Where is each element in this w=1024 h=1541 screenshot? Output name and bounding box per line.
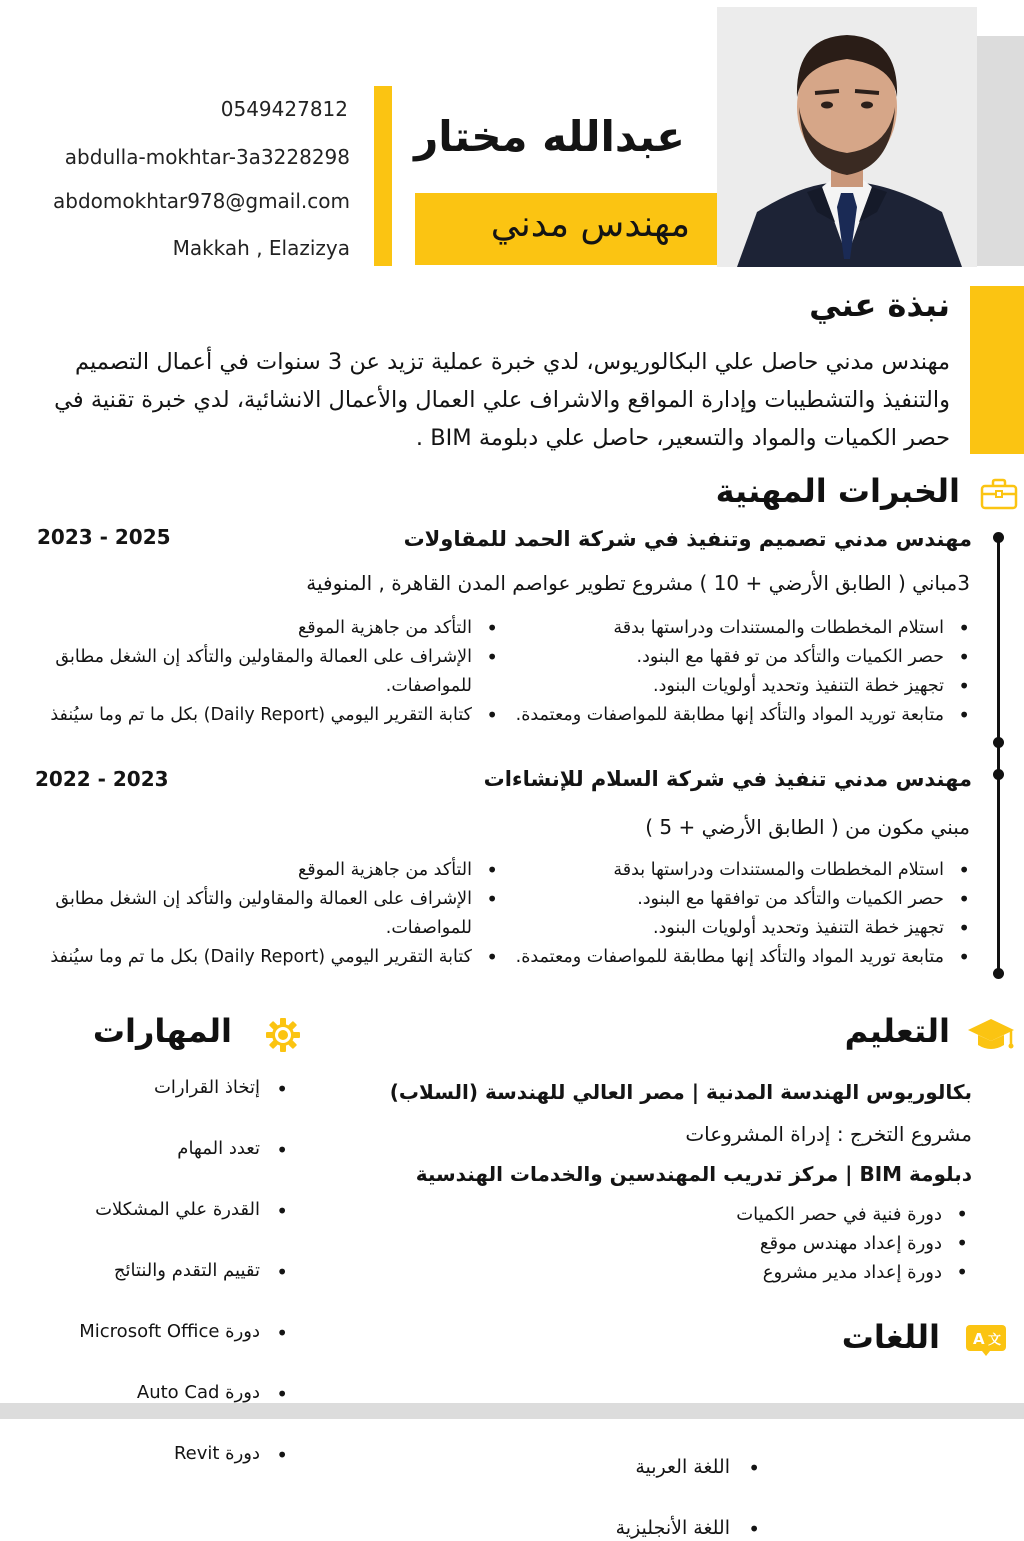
linkedin-handle[interactable]: abdulla-mokhtar-3a3228298 (64, 145, 350, 169)
candidate-name: عبدالله مختار (414, 112, 685, 161)
job-1-date: 2023 - 2025 (37, 525, 171, 549)
job-2-list-right (510, 856, 972, 972)
experience-heading: الخبرات المهنية (715, 472, 960, 510)
job-title: مهندس مدني (490, 204, 690, 245)
list-item: • متابعة توريد المواد والتأكد إنها مطابقة للمواصفات ومعتمدة. (510, 701, 972, 730)
education-heading: التعليم (844, 1012, 950, 1050)
about-accent-bar (970, 286, 1024, 454)
timeline-line (997, 538, 1000, 978)
education-degree: بكالوريوس الهندسة المدنية | مصر العالي للهندسة (السلاب) (389, 1080, 972, 1104)
list-item: • استلام المخططات والمستندات ودراستها بدقة (510, 614, 972, 643)
list-item: • استلام المخططات والمستندات ودراستها بدقة (510, 856, 972, 885)
svg-text:A: A (973, 1330, 985, 1348)
list-item: • التأكد من جاهزية الموقع (30, 614, 500, 643)
email-address[interactable]: abdomokhtar978@gmail.com (53, 189, 350, 213)
header-accent-bar (374, 86, 392, 266)
list-item: • كتابة التقرير اليومي (Daily Report) بكل ما تم وما سيُنفذ (30, 943, 500, 972)
footer-bar (0, 1403, 1024, 1419)
graduation-cap-icon (966, 1015, 1016, 1055)
job-2-description: مبني مكون من ( الطابق الأرضي + 5 ) (645, 815, 970, 839)
education-project: مشروع التخرج : إدراة المشروعات (685, 1122, 972, 1146)
skill-item: • تعدد المهام (20, 1138, 290, 1159)
about-text: مهندس مدني حاصل علي البكالوريوس، لدي خبرة عملية تزيد عن 3 سنوات في أعمال التصميم والتنفيذ والتشطيبات وإدارة المواقع والاشراف علي العمال والأعمال الانشائية، لدي خبرة تقنية في حصر الكميات والمواد والتسعير، حاصل علي دبلومة BIM . (54, 349, 950, 451)
skill-item: • القدرة علي المشكلات (20, 1199, 290, 1220)
job-2-title: مهندس مدني تنفيذ في شركة السلام للإنشاءات (483, 767, 972, 791)
profile-photo (717, 7, 977, 267)
skills-heading: المهارات (92, 1012, 232, 1050)
header-gray-block (975, 36, 1024, 266)
skill-item: • إتخاذ القرارات (20, 1077, 290, 1098)
courses-list (560, 1200, 970, 1287)
about-heading: نبذة عني (809, 286, 950, 324)
language-item: • اللغة الأنجليزية (520, 1517, 762, 1539)
list-item: • تجهيز خطة التنفيذ وتحديد أولويات البنود. (510, 914, 972, 943)
phone-number[interactable]: 0549427812 (220, 97, 348, 121)
job-2-date: 2022 - 2023 (35, 767, 169, 791)
languages-heading: اللغات (841, 1318, 940, 1356)
list-item: • التأكد من جاهزية الموقع (30, 856, 500, 885)
list-item: • حصر الكميات والتأكد من توافقها مع البنود. (510, 885, 972, 914)
briefcase-icon (980, 477, 1018, 511)
skill-item: • دورة Auto Cad (20, 1382, 290, 1403)
job-1-list-left (30, 614, 500, 730)
skill-item: • دورة Revit (20, 1443, 290, 1464)
timeline-dot (993, 737, 1004, 748)
job-2-list-left (30, 856, 500, 972)
svg-text:文: 文 (988, 1333, 1002, 1348)
location: Makkah , Elazizya (172, 236, 350, 260)
job-1-description: 3مباني ( الطابق الأرضي + 10 ) مشروع تطوير عواصم المدن القاهرة , المنوفية (306, 571, 970, 595)
list-item: • متابعة توريد المواد والتأكد إنها مطابقة للمواصفات ومعتمدة. (510, 943, 972, 972)
language-item: • اللغة العربية (520, 1456, 762, 1478)
list-item: • دورة إعداد مهندس موقع (560, 1229, 970, 1258)
gear-icon (265, 1017, 301, 1053)
education-diploma: دبلومة BIM | مركز تدريب المهندسين والخدمات الهندسية (415, 1162, 972, 1186)
list-item: • تجهيز خطة التنفيذ وتحديد أولويات البنود. (510, 672, 972, 701)
list-item: • حصر الكميات والتأكد من تو فقها مع البنود. (510, 643, 972, 672)
skill-item: • تقييم التقدم والنتائج (20, 1260, 290, 1281)
list-item: • الإشراف على العمالة والمقاولين والتأكد إن الشغل مطابق للمواصفات. (30, 643, 500, 701)
translate-icon (965, 1322, 1007, 1356)
timeline-dot (993, 769, 1004, 780)
timeline-dot (993, 968, 1004, 979)
timeline-dot (993, 532, 1004, 543)
list-item: • دورة إعداد مدير مشروع (560, 1258, 970, 1287)
skill-item: • دورة Microsoft Office (20, 1321, 290, 1342)
list-item: • الإشراف على العمالة والمقاولين والتأكد إن الشغل مطابق للمواصفات. (30, 885, 500, 943)
job-1-list-right (510, 614, 972, 730)
list-item: • كتابة التقرير اليومي (Daily Report) بكل ما تم وما سيُنفذ (30, 701, 500, 730)
list-item: • دورة فنية في حصر الكميات (560, 1200, 970, 1229)
job-1-title: مهندس مدني تصميم وتنفيذ في شركة الحمد للمقاولات (403, 527, 972, 551)
